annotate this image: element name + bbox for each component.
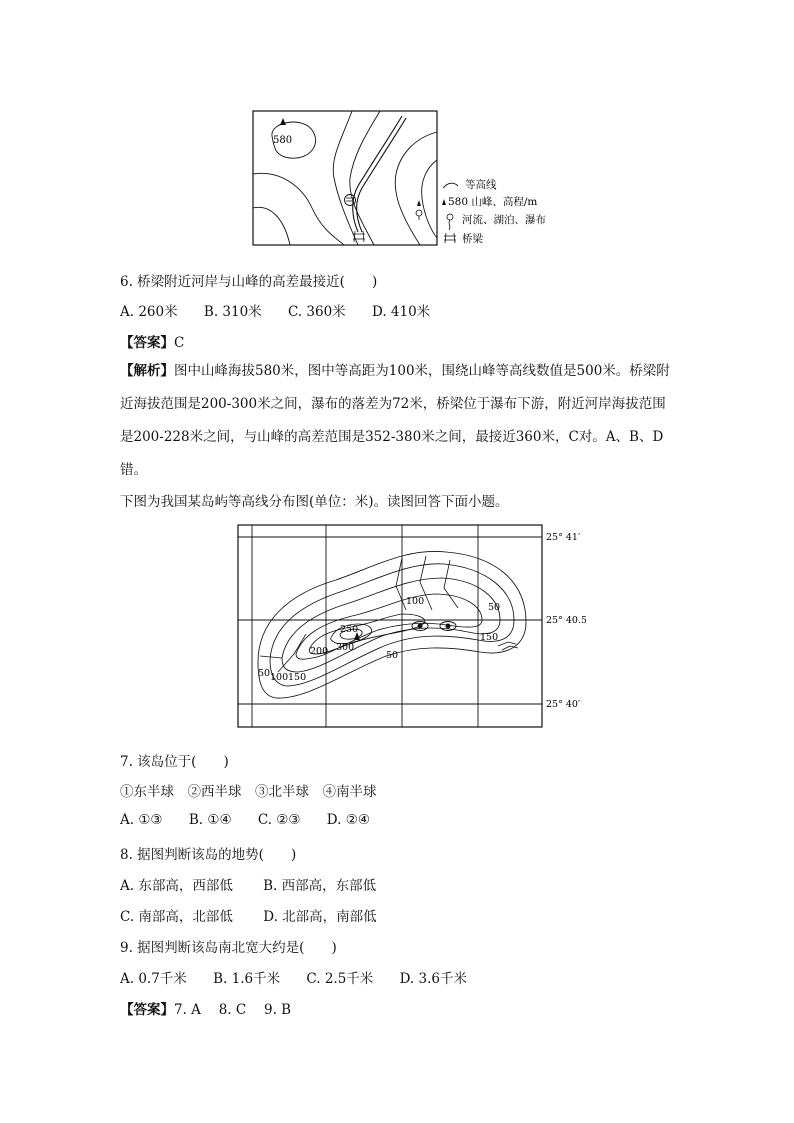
bridge-legend-icon	[444, 233, 456, 243]
contour-label: 150	[480, 632, 499, 643]
question-8-stem: 8. 据图判断该岛的地势( )	[120, 847, 297, 863]
q9-option-d: D. 3.6千米	[399, 971, 467, 987]
question-6-stem: 6. 桥梁附近河岸与山峰的高差最接近( )	[120, 274, 378, 290]
contour-legend-icon	[443, 183, 458, 188]
q7-option-c: C. ②③	[257, 812, 301, 828]
answer-789-label: 【答案】	[120, 1002, 174, 1018]
answer-6-value: C	[174, 335, 185, 351]
q8-option-d: D. 北部高，南部低	[263, 909, 377, 925]
analysis-label: 【解析】	[120, 363, 174, 379]
legend-water-label: 河流、湖泊、瀑布	[462, 214, 546, 226]
q8-option-b: B. 西部高，东部低	[263, 878, 377, 894]
q6-option-a: A. 260米	[120, 304, 178, 320]
question-8-options-row-2	[120, 905, 403, 925]
q7-option-a: A. ①③	[120, 812, 163, 828]
latitude-label: 25° 40′	[546, 699, 581, 710]
latitude-label: 25° 40.5′	[546, 615, 586, 626]
legend-peak-label: 580 山峰、高程/m	[448, 196, 538, 208]
answer-6-label: 【答案】	[120, 335, 174, 351]
contour-label: 150	[288, 672, 307, 683]
question-9-options	[120, 967, 489, 987]
q9-option-b: B. 1.6千米	[213, 971, 281, 987]
q8-option-c: C. 南部高，北部低	[120, 909, 233, 925]
q8-option-a: A. 东部高，西部低	[120, 878, 233, 894]
contour-label: 50	[488, 602, 501, 613]
answer-6	[120, 331, 184, 351]
q9-option-a: A. 0.7千米	[120, 971, 187, 987]
water-legend-icon	[447, 214, 453, 220]
intro-text: 下图为我国某岛屿等高线分布图(单位：米)。读图回答下面小题。	[120, 494, 509, 510]
q6-option-c: C. 360米	[287, 304, 346, 320]
legend-contour-label: 等高线	[465, 179, 497, 191]
bridge-icon	[353, 231, 365, 242]
island-contour-map-svg	[236, 522, 586, 732]
peak-elevation-label: 580	[273, 135, 293, 146]
contour-label: 100	[406, 596, 425, 607]
question-7-stem: 7. 该岛位于( )	[120, 754, 229, 770]
q7-option-b: B. ①④	[188, 812, 232, 828]
contour-label: 50	[258, 668, 271, 679]
contour-map-1	[250, 108, 550, 250]
contour-label: 100	[270, 672, 289, 683]
q6-option-b: B. 310米	[203, 304, 262, 320]
question-7-choices: ①东半球 ②西半球 ③北半球 ④南半球	[120, 784, 377, 800]
analysis-text: 图中山峰海拔580米，图中等高距为100米，围绕山峰等高线数值是500米。桥梁附近海拔范围是200-300米之间，瀑布的落差为72米，桥梁位于瀑布下游，附近河岸海拔范围是200-228米之间，与山峰的高差范围是352-380米之间，最接近360米，C对。A、B、D错。	[120, 363, 670, 478]
contour-map-1-svg	[250, 108, 550, 250]
answer-789-value: 7. A 8. C 9. B	[174, 1002, 292, 1018]
contour-label: 250	[340, 624, 359, 635]
q9-option-c: C. 2.5千米	[306, 971, 374, 987]
q6-option-d: D. 410米	[371, 304, 431, 320]
peak-legend-icon	[442, 199, 446, 205]
latitude-label: 25° 41′	[546, 532, 581, 543]
question-8-options-row-1	[120, 874, 402, 894]
peak-icon	[280, 118, 286, 125]
question-9-stem: 9. 据图判断该岛南北宽大约是( )	[120, 940, 337, 956]
question-7-options	[120, 812, 392, 828]
lake-icon	[345, 195, 356, 206]
contour-label: 200	[310, 646, 329, 657]
analysis-paragraph	[120, 355, 672, 487]
question-6-options	[120, 300, 452, 320]
q7-option-d: D. ②④	[326, 812, 370, 828]
contour-label: 50	[386, 650, 399, 661]
island-contour-map	[236, 522, 586, 732]
legend-bridge-label: 桥梁	[462, 233, 483, 245]
answer-7-8-9	[120, 998, 291, 1018]
contour-label: 300	[336, 642, 355, 653]
